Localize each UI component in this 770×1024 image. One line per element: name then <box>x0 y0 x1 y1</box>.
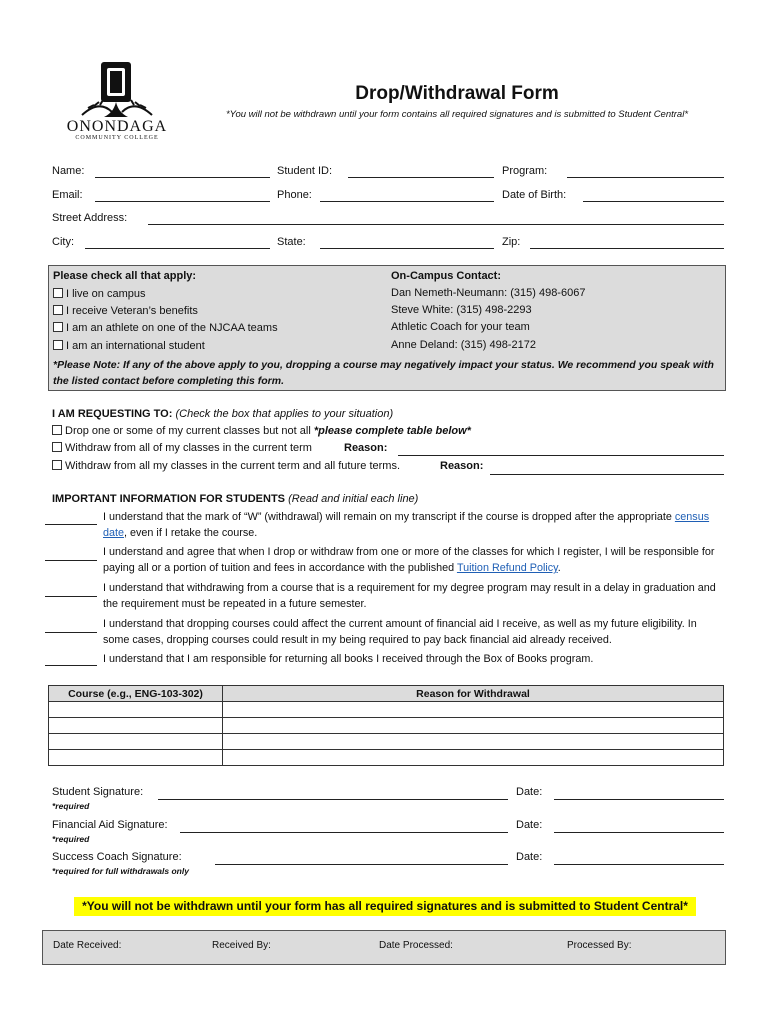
date-label: Date: <box>516 786 543 798</box>
reason-field-future[interactable] <box>490 474 724 475</box>
contact-item: Anne Deland: (315) 498-2172 <box>391 339 536 351</box>
request-option-note: *please complete table below* <box>313 425 471 437</box>
important-text: I understand that the mark of “W” (withdrawal) will remain on my transcript if the course is dropped after the appropriate <box>103 511 675 523</box>
finaid-signature-field[interactable] <box>180 832 508 833</box>
initial-field[interactable] <box>45 596 97 597</box>
request-heading-note: (Check the box that applies to your situation) <box>175 408 394 420</box>
important-item: I understand that dropping courses could affect the current amount of financial aid I receive, as well as my future eligibility. In some cases, dropping courses could result in my being required to pay back financial aid already received. <box>103 618 697 646</box>
checkbox-icon[interactable] <box>52 425 62 435</box>
important-item <box>103 509 718 541</box>
checkbox-icon[interactable] <box>52 460 62 470</box>
date-processed-label: Date Processed: <box>379 940 453 951</box>
city-label: City: <box>52 236 74 248</box>
course-cell[interactable] <box>49 718 223 734</box>
header-subtitle: *You will not be withdrawn until your form contains all required signatures and is submitted to Student Central* <box>225 109 689 120</box>
request-heading <box>52 408 393 420</box>
dob-field[interactable] <box>583 201 724 202</box>
page-title: Drop/Withdrawal Form <box>355 83 559 104</box>
course-cell[interactable] <box>49 750 223 766</box>
table-row <box>49 750 724 766</box>
checkbox-icon[interactable] <box>53 322 63 332</box>
contact-heading: On-Campus Contact: <box>391 270 501 282</box>
state-label: State: <box>277 236 306 248</box>
city-field[interactable] <box>85 248 270 249</box>
dob-label: Date of Birth: <box>502 189 567 201</box>
college-logo <box>62 60 172 142</box>
finaid-signature-note: *required <box>52 834 90 844</box>
column-header-course: Course (e.g., ENG-103-302) <box>49 686 223 702</box>
email-label: Email: <box>52 189 83 201</box>
state-field[interactable] <box>320 248 494 249</box>
status-option-campus[interactable] <box>53 288 145 300</box>
important-heading-text: IMPORTANT INFORMATION FOR STUDENTS <box>52 493 286 505</box>
student-id-field[interactable] <box>348 177 494 178</box>
street-field[interactable] <box>148 224 724 225</box>
table-row <box>49 718 724 734</box>
important-item <box>103 544 718 576</box>
logo-subtitle: COMMUNITY COLLEGE <box>75 135 159 141</box>
status-option-label: I am an international student <box>66 340 205 352</box>
coach-date-field[interactable] <box>554 864 724 865</box>
status-option-label: I live on campus <box>66 288 146 300</box>
request-option-label: Drop one or some of my current classes but not all <box>65 425 314 437</box>
initial-field[interactable] <box>45 665 97 666</box>
reason-cell[interactable] <box>223 702 724 718</box>
initial-field[interactable] <box>45 524 97 525</box>
reason-label: Reason: <box>440 460 484 472</box>
status-option-veteran[interactable] <box>53 305 198 317</box>
email-field[interactable] <box>95 201 270 202</box>
request-option-withdraw-current[interactable] <box>52 442 312 454</box>
student-id-label: Student ID: <box>277 165 333 177</box>
reason-field-current[interactable] <box>398 455 724 456</box>
course-table <box>48 685 724 766</box>
status-option-label: I am an athlete on one of the NJCAA teams <box>66 322 278 334</box>
initial-field[interactable] <box>45 560 97 561</box>
coach-signature-note: *required for full withdrawals only <box>52 866 189 876</box>
warning-banner: *You will not be withdrawn until your form has all required signatures and is submitted to Student Central* <box>74 897 696 916</box>
checkbox-icon[interactable] <box>53 305 63 315</box>
contact-item: Dan Nemeth-Neumann: (315) 498-6067 <box>391 287 586 299</box>
initial-field[interactable] <box>45 632 97 633</box>
request-option-label: Withdraw from all of my classes in the current term <box>65 442 312 454</box>
status-option-label: I receive Veteran’s benefits <box>66 305 198 317</box>
program-field[interactable] <box>567 177 724 178</box>
important-text: I understand and agree that when I drop or withdraw from one or more of the classes for which I register, I will be responsible for paying all or a portion of tuition and fees in accordance with the published <box>103 546 715 574</box>
date-label: Date: <box>516 851 543 863</box>
zip-label: Zip: <box>502 236 521 248</box>
request-heading-text: I AM REQUESTING TO: <box>52 408 173 420</box>
status-note: *Please Note: If any of the above apply to you, dropping a course may negatively impact your status. We recommend you speak with the listed contact before completing this form. <box>53 359 714 387</box>
logo-emblem-icon <box>62 60 172 122</box>
coach-signature-label: Success Coach Signature: <box>52 851 182 863</box>
date-label: Date: <box>516 819 543 831</box>
course-cell[interactable] <box>49 702 223 718</box>
street-label: Street Address: <box>52 212 128 224</box>
census-date-link[interactable]: census date <box>103 511 710 539</box>
zip-field[interactable] <box>530 248 724 249</box>
status-option-international[interactable] <box>53 340 205 352</box>
checkbox-icon[interactable] <box>52 442 62 452</box>
request-option-withdraw-future[interactable] <box>52 460 400 472</box>
student-date-field[interactable] <box>554 799 724 800</box>
coach-signature-field[interactable] <box>215 864 508 865</box>
reason-cell[interactable] <box>223 718 724 734</box>
phone-field[interactable] <box>320 201 494 202</box>
finaid-date-field[interactable] <box>554 832 724 833</box>
important-text: , even if I retake the course. <box>124 527 258 539</box>
phone-label: Phone: <box>277 189 312 201</box>
logo-wordmark: ONONDAGA <box>66 118 168 135</box>
reason-cell[interactable] <box>223 734 724 750</box>
received-by-label: Received By: <box>212 940 271 951</box>
finaid-signature-label: Financial Aid Signature: <box>52 819 168 831</box>
processed-by-label: Processed By: <box>567 940 632 951</box>
reason-cell[interactable] <box>223 750 724 766</box>
important-heading-note: (Read and initial each line) <box>288 493 419 505</box>
request-option-label: Withdraw from all my classes in the current term and all future terms. <box>65 460 400 472</box>
name-field[interactable] <box>95 177 270 178</box>
important-item: I understand that I am responsible for returning all books I received through the Box of Books program. <box>103 653 594 665</box>
checkbox-icon[interactable] <box>53 340 63 350</box>
reason-label: Reason: <box>344 442 388 454</box>
date-received-label: Date Received: <box>53 940 122 951</box>
program-label: Program: <box>502 165 548 177</box>
checkbox-icon[interactable] <box>53 288 63 298</box>
table-row <box>49 734 724 750</box>
status-option-athlete[interactable] <box>53 322 278 334</box>
student-signature-field[interactable] <box>158 799 508 800</box>
column-header-reason: Reason for Withdrawal <box>223 686 724 702</box>
important-heading <box>52 493 418 505</box>
important-text: . <box>557 562 561 574</box>
student-signature-note: *required <box>52 801 90 811</box>
status-heading: Please check all that apply: <box>53 270 197 282</box>
contact-item: Steve White: (315) 498-2293 <box>391 304 532 316</box>
request-option-drop[interactable] <box>52 425 471 437</box>
tuition-refund-link[interactable]: Tuition Refund Policy <box>456 562 558 574</box>
course-cell[interactable] <box>49 734 223 750</box>
contact-item: Athletic Coach for your team <box>391 321 530 333</box>
table-header-row <box>49 686 724 702</box>
important-item: I understand that withdrawing from a course that is a requirement for my degree program may result in a delay in graduation and the requirement must be repeated in a future semester. <box>103 582 716 610</box>
table-row <box>49 702 724 718</box>
student-signature-label: Student Signature: <box>52 786 144 798</box>
name-label: Name: <box>52 165 85 177</box>
